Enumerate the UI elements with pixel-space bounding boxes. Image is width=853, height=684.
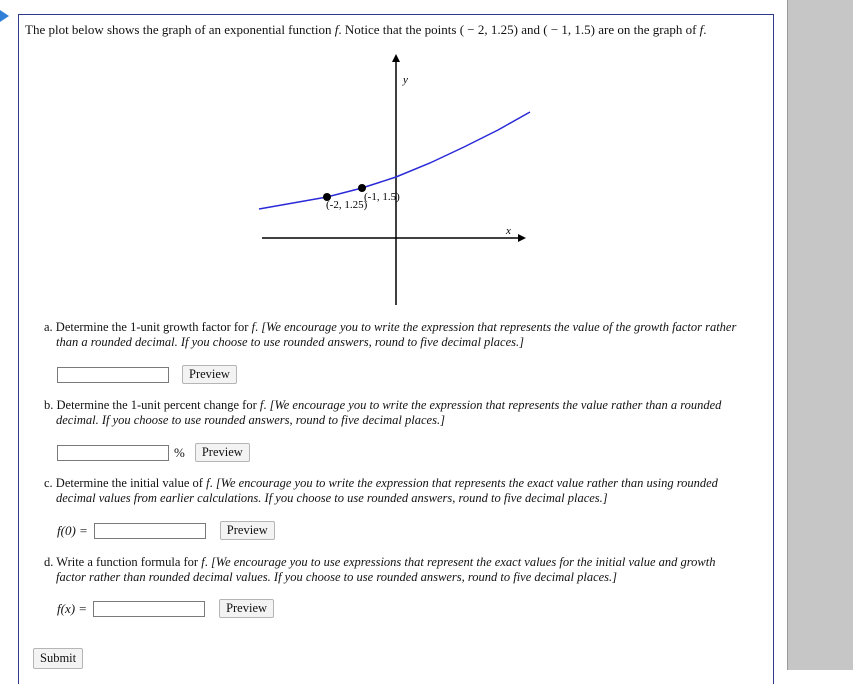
percent-change-input[interactable] [57, 445, 169, 461]
preview-button-a[interactable]: Preview [182, 365, 237, 384]
question-d: d. Write a function formula for f. [We encourage you to use expressions that represent the exact values for the initial value and growth factor rather than rounded decimal values. If you choose to use rounded answers, round to five decimal places.] [44, 555, 716, 584]
answer-row-d [57, 599, 274, 618]
growth-factor-input[interactable] [57, 367, 169, 383]
point-neg1-label: (-1, 1.5) [364, 191, 400, 203]
problem-intro: The plot below shows the graph of an exponential function f. Notice that the points ( − 2, 1.25) and ( − 1, 1.5) are on the graph of f. [25, 22, 707, 37]
current-problem-marker [0, 10, 9, 22]
question-b: b. Determine the 1-unit percent change for f. [We encourage you to write the expression that represents the value rather than a rounded decimal. If you choose to use rounded answers, round to five decimal places.] [44, 398, 722, 427]
submit-button[interactable]: Submit [33, 648, 83, 669]
answer-row-c [57, 521, 275, 540]
fx-label: f(x) = [57, 600, 88, 616]
percent-sign: % [174, 444, 185, 460]
preview-button-c[interactable]: Preview [220, 521, 275, 540]
preview-button-d[interactable]: Preview [219, 599, 274, 618]
answer-row-a [57, 365, 237, 384]
initial-value-input[interactable] [94, 523, 206, 539]
x-axis-label: x [506, 225, 511, 237]
question-a: a. Determine the 1-unit growth factor for f. [We encourage you to write the expression that represents the value of the growth factor rather than a rounded decimal. If you choose to use rounded answers, round to five decimal places.] [44, 320, 737, 349]
f0-label: f(0) = [57, 522, 88, 538]
question-c: c. Determine the initial value of f. [We encourage you to write the expression that represents the exact value rather than using rounded decimal values from earlier calculations. If you choose to use rounded answers, round to five decimal places.] [44, 476, 718, 505]
exponential-graph [240, 40, 550, 310]
y-axis-arrow [392, 54, 400, 62]
y-axis-label: y [403, 74, 408, 86]
point-neg2-label: (-2, 1.25) [326, 199, 368, 211]
preview-button-b[interactable]: Preview [195, 443, 250, 462]
x-axis-arrow [518, 234, 526, 242]
side-panel [787, 0, 853, 670]
function-formula-input[interactable] [93, 601, 205, 617]
answer-row-b [57, 443, 250, 462]
